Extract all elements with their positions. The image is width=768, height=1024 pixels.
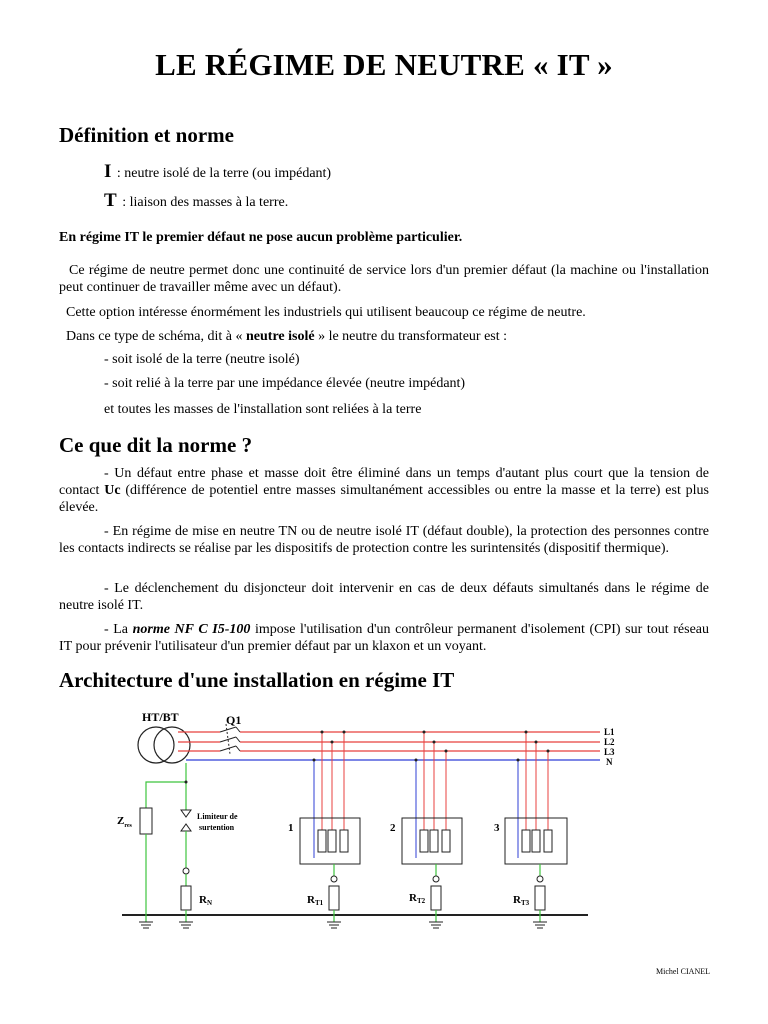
breaker-q1-symbol [220, 724, 240, 754]
transformer-label: HT/BT [142, 710, 179, 724]
load-1-resistance: RT1 [307, 894, 324, 907]
norme-paragraph-2: - En régime de mise en neutre TN ou de neutre isolé IT (défaut double), la protection des personnes contre les contacts indirects se réalise par les dispositifs de protection contre les surintensités (dispositif thermique). [59, 524, 709, 556]
schema-text-pre: Dans ce type de schéma, dit à « [66, 329, 246, 344]
norme-p1-bold: Uc [104, 483, 121, 498]
schema-text-post: » le neutre du transformateur est : [314, 329, 508, 344]
norme-paragraph-1 [59, 465, 709, 516]
norme-p4-post: impose l'utilisation d'un contrôleur permanent d'isolement (CPI) sur tout réseau IT pour prévenir l'utilisateur d'un premier défaut par un klaxon et un voyant. [59, 622, 710, 654]
limiter-label-line2: surtention [199, 823, 235, 832]
norme-p4-pre: - La [104, 622, 133, 637]
line-label-l1: L1 [604, 727, 615, 737]
closing-sentence: et toutes les masses de l'installation sont reliées à la terre [104, 402, 422, 417]
paragraph-continuity: Ce régime de neutre permet donc une continuité de service lors d'un premier défaut (la machine ou l'installation peut continuer de travailler même avec un défaut). [59, 263, 709, 295]
line-label-n: N [606, 757, 613, 767]
load-2-number: 2 [390, 822, 396, 834]
rn-label: RN [199, 894, 213, 907]
norme-reference: norme NF C I5-100 [132, 622, 251, 637]
breaker-q1-label: Q1 [226, 713, 242, 727]
definition-i-letter: I [104, 161, 112, 182]
heading-definition: Définition et norme [59, 123, 234, 147]
definition-i [104, 161, 331, 183]
zres-branch [139, 763, 186, 928]
page-title: LE RÉGIME DE NEUTRE « IT » [155, 47, 613, 82]
junction-dots [185, 731, 550, 784]
it-installation-diagram [0, 700, 768, 945]
list-item-impedant: - soit relié à la terre par une impédance élevée (neutre impédant) [104, 376, 466, 391]
schema-text-bold: neutre isolé [246, 329, 315, 344]
list-item-isolated: - soit isolé de la terre (neutre isolé) [104, 352, 300, 367]
paragraph-schema [59, 328, 709, 345]
definition-i-text: : neutre isolé de la terre (ou impédant) [113, 166, 332, 181]
limiter-label-line1: Limiteur de [197, 812, 238, 821]
norme-p1-pre: - Un défaut entre phase et masse doit être éliminé dans un temps d'autant plus court que la tension de contact [59, 466, 709, 498]
definition-t-text: : liaison des masses à la terre. [118, 195, 289, 210]
load-1-number: 1 [288, 822, 294, 834]
line-label-l3: L3 [604, 747, 615, 757]
load-3-number: 3 [494, 822, 500, 834]
definition-t [104, 190, 288, 212]
surge-limiter [179, 782, 193, 928]
heading-norme: Ce que dit la norme ? [59, 433, 253, 457]
author-credit: Michel CIANEL [656, 967, 710, 976]
definition-t-letter: T [104, 190, 117, 211]
bold-statement: En régime IT le premier défaut ne pose aucun problème particulier. [59, 230, 463, 245]
norme-paragraph-4 [59, 621, 709, 655]
line-label-l2: L2 [604, 737, 615, 747]
norme-paragraph-3: - Le déclenchement du disjoncteur doit intervenir en cas de deux défauts simultanés dans le régime de neutre isolé IT. [59, 581, 709, 613]
zres-label: $Z_{res}$ [117, 815, 132, 829]
paragraph-industrials: Cette option intéresse énormément les industriels qui utilisent beaucoup ce régime de neutre. [66, 305, 586, 320]
norme-p1-post: (différence de potentiel entre masses simultanément accessibles ou entre la masse et la terre) est plus élevée. [59, 483, 709, 515]
load-3-resistance: RT3 [513, 894, 530, 907]
load-2-resistance: RT2 [409, 892, 426, 905]
heading-architecture: Architecture d'une installation en régime IT [59, 668, 455, 692]
